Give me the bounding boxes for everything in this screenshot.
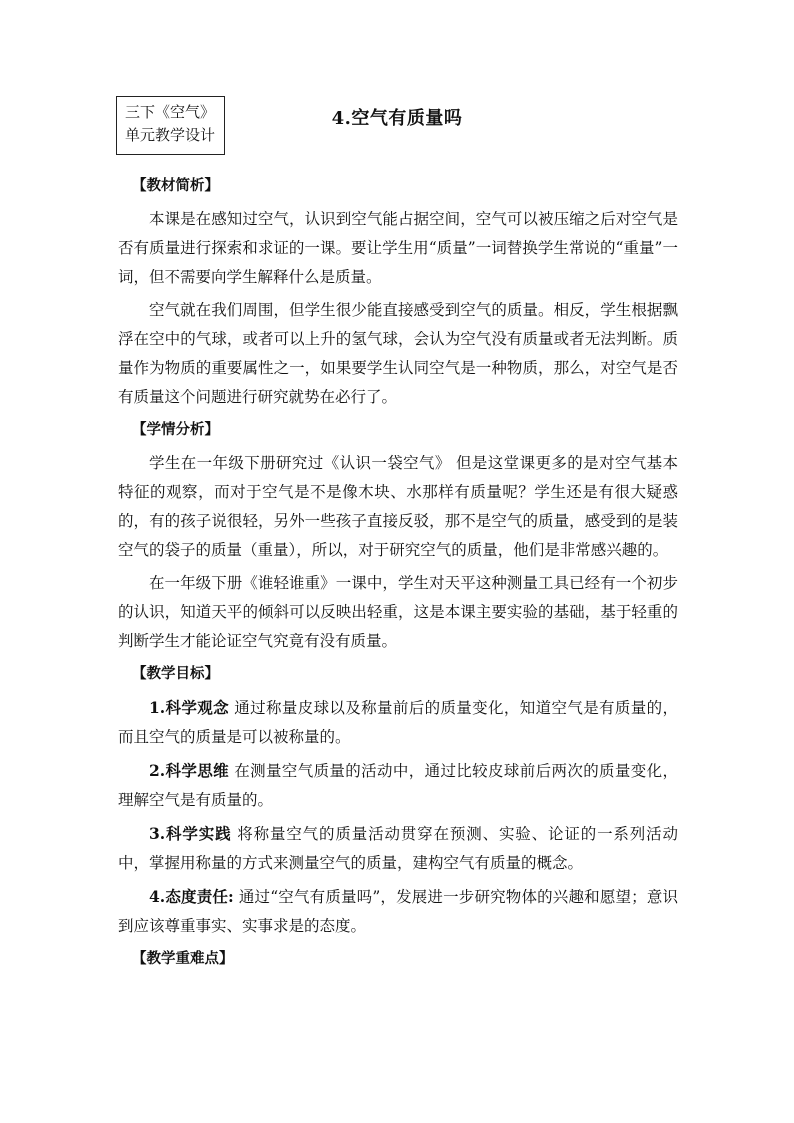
document-body	[118, 172, 678, 978]
section-heading-goals: 【教学目标】	[132, 666, 219, 682]
learner-paragraph: 在一年级下册《谁轻谁重》一课中，学生对天平这种测量工具已经有一个初步的认识，知道天平的倾斜可以反映出轻重，这是本课主要实验的基础，基于轻重的判断学生才能论证空气究竟有没有质量。	[118, 574, 678, 650]
textbook-paragraph: 本课是在感知过空气，认识到空气能占据空间，空气可以被压缩之后对空气是否有质量进行探索和求证的一课。要让学生用“质量”一词替换学生常说的“重量”一词，但不需要向学生解释什么是质量。	[118, 210, 678, 286]
goal-label: 2.科学思维	[149, 761, 229, 780]
section-learner	[118, 416, 678, 656]
goal-text: 将称量空气的质量活动贯穿在预测、实验、论证的一系列活动中，掌握用称量的方式来测量空气的质量，建构空气有质量的概念。	[118, 825, 678, 872]
section-heading-keypoints: 【教学重难点】	[132, 951, 234, 967]
goal-label: 3.科学实践	[149, 824, 232, 843]
goal-text: 在测量空气质量的活动中，通过比较皮球前后两次的质量变化，理解空气是有质量的。	[118, 762, 678, 809]
learner-paragraph: 学生在一年级下册研究过《认识一袋空气》 但是这堂课更多的是对空气基本特征的观察，而对于空气是不是像木块、水那样有质量呢？学生还是有很大疑惑的，有的孩子说很轻，另外一些孩子直接反驳，那不是空气的质量，感受到的是装空气的袋子的质量（重量），所以，对于研究空气的质量，他们是非常感兴趣的。	[118, 454, 678, 559]
goal-label: 1.科学观念	[149, 698, 229, 717]
goal-text: 通过“空气有质量吗”，发展进一步研究物体的兴趣和愿望；意识到应该尊重事实、实事求是的态度。	[118, 888, 679, 935]
section-keypoints	[118, 945, 678, 974]
section-heading-learner: 【学情分析】	[132, 422, 219, 438]
goal-item	[118, 882, 678, 941]
unit-label-line2: 单元教学设计	[125, 126, 216, 144]
section-goals	[118, 660, 678, 941]
goal-item	[118, 819, 678, 878]
section-textbook	[118, 172, 678, 412]
textbook-paragraph: 空气就在我们周围，但学生很少能直接感受到空气的质量。相反，学生根据飘浮在空中的气球，或者可以上升的氢气球，会认为空气没有质量或者无法判断。质量作为物质的重要属性之一，如果要学生认同空气是一种物质，那么，对空气是否有质量这个问题进行研究就势在必行了。	[118, 301, 678, 406]
lesson-title: 4.空气有质量吗	[331, 108, 463, 129]
goal-item	[118, 756, 678, 815]
goal-label: 4.态度责任:	[149, 887, 234, 906]
unit-label-line1: 三下《空气》	[125, 103, 216, 121]
goal-text: 通过称量皮球以及称量前后的质量变化，知道空气是有质量的，而且空气的质量是可以被称量的。	[118, 699, 678, 746]
section-heading-textbook: 【教材简析】	[132, 178, 219, 194]
goal-item	[118, 693, 678, 752]
